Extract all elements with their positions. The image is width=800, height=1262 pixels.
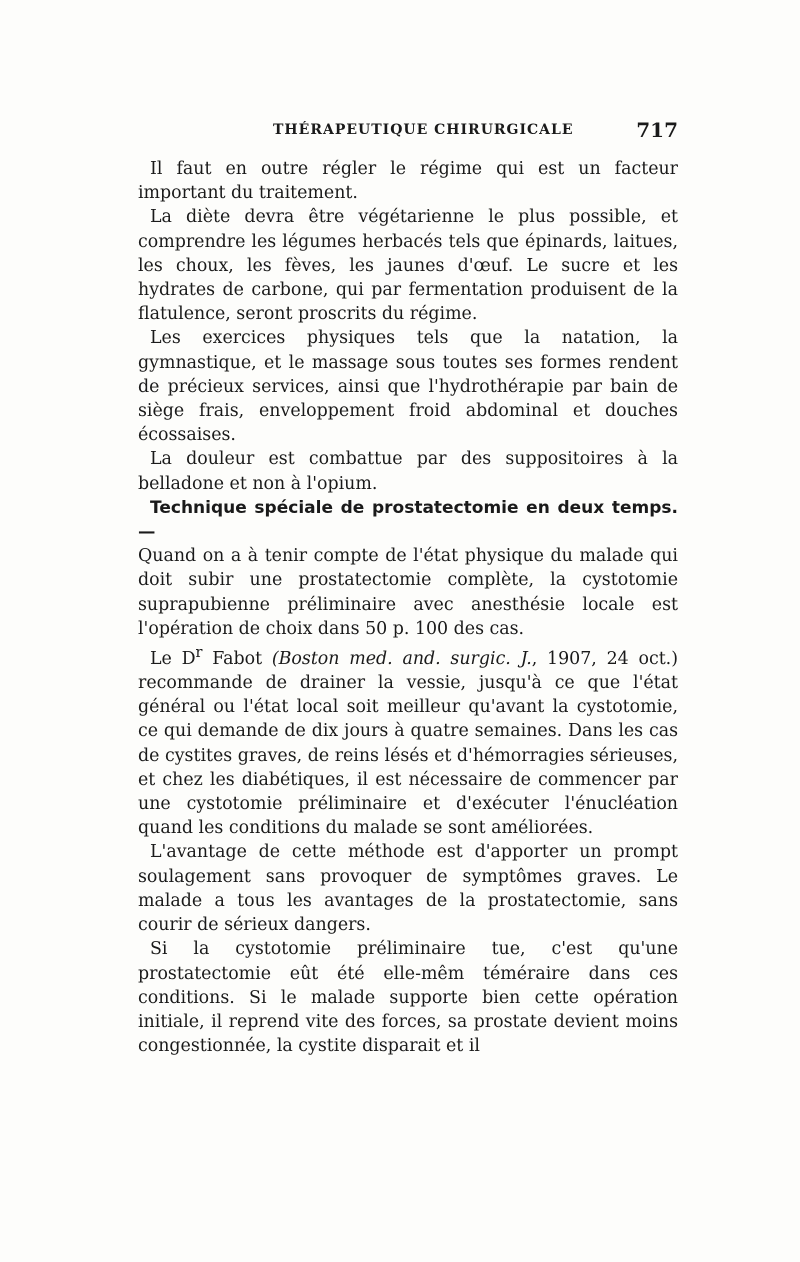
paragraph-prostatectomie: Quand on a à tenir compte de l'état physique du malade qui doit subir une prostatectomie complète, la cystotomie suprapubienne préliminaire avec anesthésie locale est l'opération de choix dans 50 p. 100 des cas.	[138, 546, 678, 639]
running-title: THÉRAPEUTIQUE CHIRURGICALE	[273, 122, 574, 138]
journal-reference: (Boston med. and. surgic. J.	[271, 648, 532, 669]
paragraph-avantage: L'avantage de cette méthode est d'apporter un prompt soulagement sans provoquer de symptômes graves. Le malade a tous les avantages de la prostatectomie, sans courir de sérieux dangers.	[138, 842, 678, 936]
page-number: 717	[636, 118, 678, 142]
author-name: Fabot	[202, 648, 272, 669]
paragraph-cystotomie: Si la cystotomie préliminaire tue, c'est qu'une prostatectomie eût été elle-mêm téméraire dans ces conditions. Si le malade supporte bien cette opération initiale, il reprend vite des forces, sa prostate devient moins congestionnée, la cystite disparait et il	[138, 939, 678, 1057]
section-heading	[138, 496, 678, 544]
paragraph-douleur: La douleur est combattue par des suppositoires à la belladone et non à l'opium.	[138, 449, 678, 494]
doctor-abbrev-sup: r	[195, 645, 203, 662]
body-text	[138, 157, 678, 1058]
section-heading-dash: —	[138, 522, 156, 543]
paragraph-fabot	[138, 641, 678, 840]
paragraph-fabot-text: recommande de drainer la vessie, jusqu'à ce que l'état général ou l'état local soit meilleur qu'avant la cystotomie, ce qui demande de dix jours à quatre semaines. Dans les cas de cystites graves, de reins lésés et d'hémorragies sérieuses, et chez les diabétiques, il est nécessaire de commencer par une cystotomie préliminaire et d'exécuter l'énucléation quand les conditions du malade se sont améliorées.	[138, 673, 678, 839]
section-heading-text: Technique spéciale de prostatectomie en deux temps.	[150, 497, 678, 518]
paragraph-exercices: Les exercices physiques tels que la natation, la gymnastique, et le massage sous toutes ses formes rendent de précieux services, ainsi que l'hydrothérapie par bain de siège frais, enveloppement froid abdominal et douches écossaises.	[138, 328, 678, 446]
paragraph-regime: Il faut en outre régler le régime qui est un facteur important du traitement.	[138, 159, 678, 204]
page-header	[138, 118, 678, 148]
doctor-abbrev: Le D	[150, 648, 196, 669]
paragraph-diete: La diète devra être végétarienne le plus possible, et comprendre les légumes herbacés tels que épinards, laitues, les choux, les fèves, les jaunes d'œuf. Le sucre et les hydrates de carbone, qui par fermentation produisent de la flatulence, seront proscrits du régime.	[138, 207, 678, 325]
reference-date: , 1907, 24 oct.)	[531, 648, 678, 669]
